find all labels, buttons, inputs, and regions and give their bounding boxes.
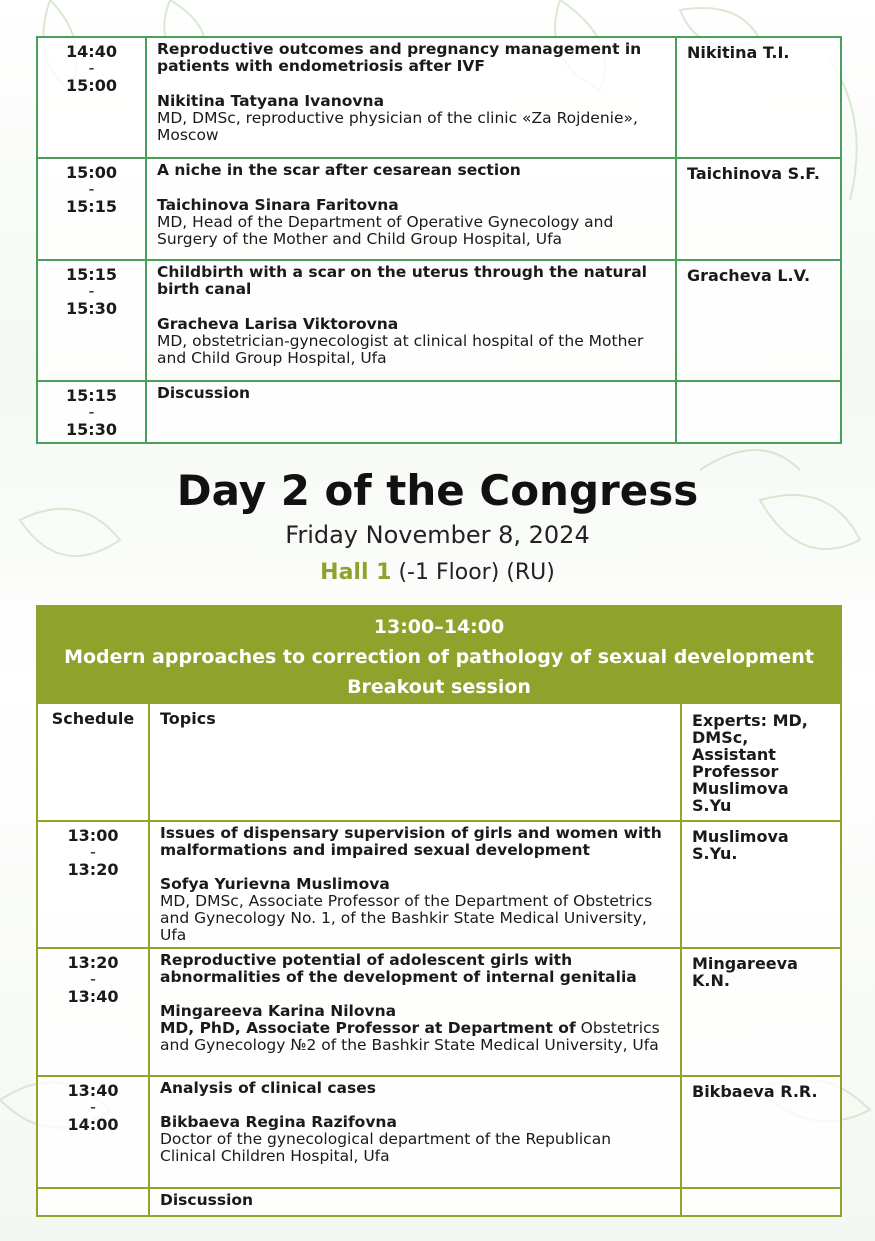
topic-cell [146, 37, 676, 158]
end-time: 15:15 [66, 197, 117, 216]
time-cell [37, 158, 146, 260]
time-cell [37, 948, 149, 1076]
hall-name: Hall 1 [320, 560, 392, 585]
speaker-affiliation: MD, DMSc, reproductive physician of the clinic «Za Rojdenie», Moscow [157, 109, 638, 144]
session-time: 13:00–14:00 [373, 616, 505, 638]
speaker-affiliation: Doctor of the gynecological department of the Republican Clinical Children Hospital, Ufa [160, 1130, 612, 1165]
start-time: 15:15 [66, 386, 117, 405]
speaker-affiliation: MD, obstetrician-gynecologist at clinical hospital of the Mother and Child Group Hospital, Ufa [157, 332, 644, 367]
speaker-name: Bikbaeva Regina Razifovna [160, 1113, 397, 1131]
session-header-row [37, 606, 841, 703]
expert-cell: Muslimova S.Yu. [681, 821, 841, 948]
table-row [37, 1076, 841, 1188]
start-time: 15:15 [66, 265, 117, 284]
start-time: 13:20 [67, 953, 119, 972]
topic-cell [149, 821, 681, 948]
expert-cell [676, 381, 841, 443]
end-time: 15:30 [66, 299, 117, 318]
topic-cell [149, 1188, 681, 1216]
talk-title: Reproductive potential of adolescent girls with abnormalities of the development of internal genitalia [160, 951, 637, 986]
day2-schedule-table [36, 605, 842, 1217]
speaker-name: Gracheva Larisa Viktorovna [157, 315, 399, 333]
time-dash: – [90, 973, 96, 986]
table-row [37, 381, 841, 443]
table-row [37, 948, 841, 1076]
speaker-name: Mingareeva Karina Nilovna [160, 1002, 397, 1020]
time-dash: – [88, 285, 95, 298]
end-time: 13:40 [67, 987, 119, 1006]
day1-schedule-table [36, 36, 842, 444]
start-time: 13:00 [67, 826, 119, 845]
time-dash: – [88, 406, 95, 419]
expert-cell: Gracheva L.V. [676, 260, 841, 381]
table-row [37, 1188, 841, 1216]
expert-cell: Bikbaeva R.R. [681, 1076, 841, 1188]
time-cell [37, 1076, 149, 1188]
expert-cell: Nikitina T.I. [676, 37, 841, 158]
end-time: 14:00 [67, 1115, 119, 1134]
talk-title: Reproductive outcomes and pregnancy management in patients with endometriosis after IVF [157, 40, 642, 75]
expert-cell: Mingareeva K.N. [681, 948, 841, 1076]
talk-title: Issues of dispensary supervision of girls and women with malformations and impaired sexual development [160, 824, 662, 859]
session-title: Modern approaches to correction of pathology of sexual development [64, 646, 814, 668]
speaker-affiliation: MD, DMSc, Associate Professor of the Department of Obstetrics and Gynecology No. 1, of the Bashkir State Medical University, Ufa [160, 892, 653, 944]
time-cell [37, 821, 149, 948]
column-header-row [37, 703, 841, 821]
speaker-name: Nikitina Tatyana Ivanovna [157, 92, 385, 110]
topic-cell [146, 381, 676, 443]
time-cell [37, 37, 146, 158]
time-cell [37, 1188, 149, 1216]
session-header [37, 606, 841, 703]
topic-cell [146, 260, 676, 381]
topic-cell [146, 158, 676, 260]
time-dash: – [88, 62, 95, 75]
table-row [37, 821, 841, 948]
topics-column-header: Topics [149, 703, 681, 821]
time-dash: – [88, 183, 95, 196]
affiliation-bold: MD, PhD, Associate Professor at Department of [160, 1019, 576, 1037]
hall-detail: (-1 Floor) (RU) [391, 560, 555, 585]
talk-title: A niche in the scar after cesarean section [157, 161, 521, 179]
day-title: Day 2 of the Congress [176, 466, 699, 515]
table-row [37, 260, 841, 381]
table-row [37, 37, 841, 158]
day-date: Friday November 8, 2024 [285, 521, 590, 549]
speaker-affiliation [160, 1020, 670, 1054]
session-type: Breakout session [347, 676, 531, 698]
start-time: 15:00 [66, 163, 117, 182]
end-time: 15:00 [66, 76, 117, 95]
time-dash: – [90, 1101, 96, 1114]
discussion-label: Discussion [157, 384, 251, 402]
affiliation-rest: Obstetrics and Gynecology №2 of the Bashkir State Medical University, Ufa [160, 1019, 660, 1054]
speaker-name: Taichinova Sinara Faritovna [157, 196, 399, 214]
time-dash: – [90, 846, 96, 859]
expert-cell: Taichinova S.F. [676, 158, 841, 260]
expert-cell [681, 1188, 841, 1216]
speaker-name: Sofya Yurievna Muslimova [160, 875, 390, 893]
talk-title: Childbirth with a scar on the uterus through the natural birth canal [157, 263, 647, 298]
speaker-affiliation: MD, Head of the Department of Operative Gynecology and Surgery of the Mother and Child Group Hospital, Ufa [157, 213, 614, 248]
end-time: 15:30 [66, 420, 117, 439]
time-cell [37, 381, 146, 443]
start-time: 14:40 [66, 42, 117, 61]
end-time: 13:20 [67, 860, 119, 879]
table-row [37, 158, 841, 260]
talk-title: Analysis of clinical cases [160, 1079, 376, 1097]
topic-cell [149, 948, 681, 1076]
experts-column-header: Experts: MD, DMSc, Assistant Professor Muslimova S.Yu [681, 703, 841, 821]
time-cell [37, 260, 146, 381]
start-time: 13:40 [67, 1081, 119, 1100]
schedule-column-header: Schedule [37, 703, 149, 821]
discussion-label: Discussion [160, 1191, 254, 1209]
hall-line [0, 558, 875, 588]
topic-cell [149, 1076, 681, 1188]
